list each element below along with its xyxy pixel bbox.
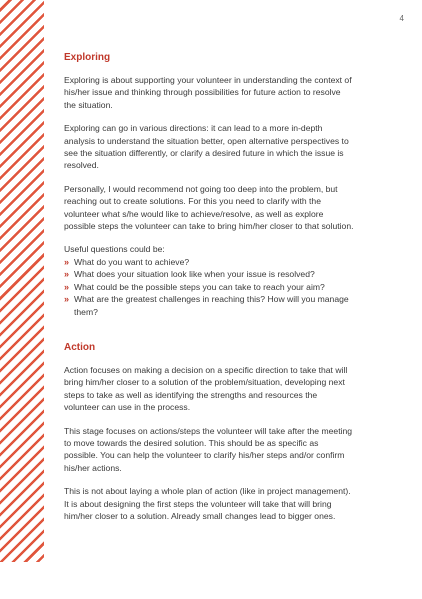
action-paragraph-3: This is not about laying a whole plan of action (like in project management). It is about designing the first steps the volunteer will take that will bring him/her closer to a solution. Already small changes lead to bigger ones. <box>64 486 351 521</box>
bullet-arrow-icon: » <box>64 256 70 267</box>
document-body <box>64 52 354 533</box>
list-item: » What are the greatest challenges in reaching this? How will you manage them? <box>64 294 349 317</box>
questions-intro: Useful questions could be: <box>64 244 165 255</box>
bullet-arrow-icon: » <box>64 269 70 280</box>
action-paragraph-1: Action focuses on making a decision on a specific direction to take that will bring him/her closer to a solution of the problem/situation, developing next steps to take as well as identifying the strengths and resources the volunteer can use in the process. <box>64 364 348 413</box>
action-heading: Action <box>64 341 96 353</box>
decorative-stripe-band <box>0 0 44 562</box>
exploring-paragraph-3: Personally, I would recommend not going too deep into the problem, but reaching out to create solutions. For this you need to clarify with the volunteer what s/he would like to achieve/resolve, as well as explore possible steps the volunteer can take to bring him/her closer to that solution. <box>64 183 354 232</box>
page-footer-space <box>0 562 422 599</box>
bullet-arrow-icon: » <box>64 294 70 305</box>
exploring-paragraph-2: Exploring can go in various directions: it can lead to a more in-depth analysis to understand the situation better, open alternative perspectives to see the situation differently, or clarify a desired future in which the issue is resolved. <box>64 123 349 171</box>
page-number: 4 <box>399 14 404 23</box>
action-paragraph-2: This stage focuses on actions/steps the volunteer will take after the meeting to move towards the desired solution. This should be as specific as possible. You can help the volunteer to clarify his/her steps and/or confirm his/her actions. <box>64 425 353 473</box>
section-spacer <box>64 318 354 342</box>
list-item: » What could be the possible steps you can take to reach your aim? <box>64 281 325 292</box>
questions-list <box>64 256 354 318</box>
exploring-paragraph-1: Exploring is about supporting your volunteer in understanding the context of his/her issue and thinking through possibilities for future action to resolve the situation. <box>64 75 352 110</box>
bullet-arrow-icon: » <box>64 281 70 292</box>
exploring-heading: Exploring <box>64 52 111 63</box>
list-item: » What does your situation look like when your issue is resolved? <box>64 269 315 280</box>
list-item: » What do you want to achieve? <box>64 256 190 267</box>
